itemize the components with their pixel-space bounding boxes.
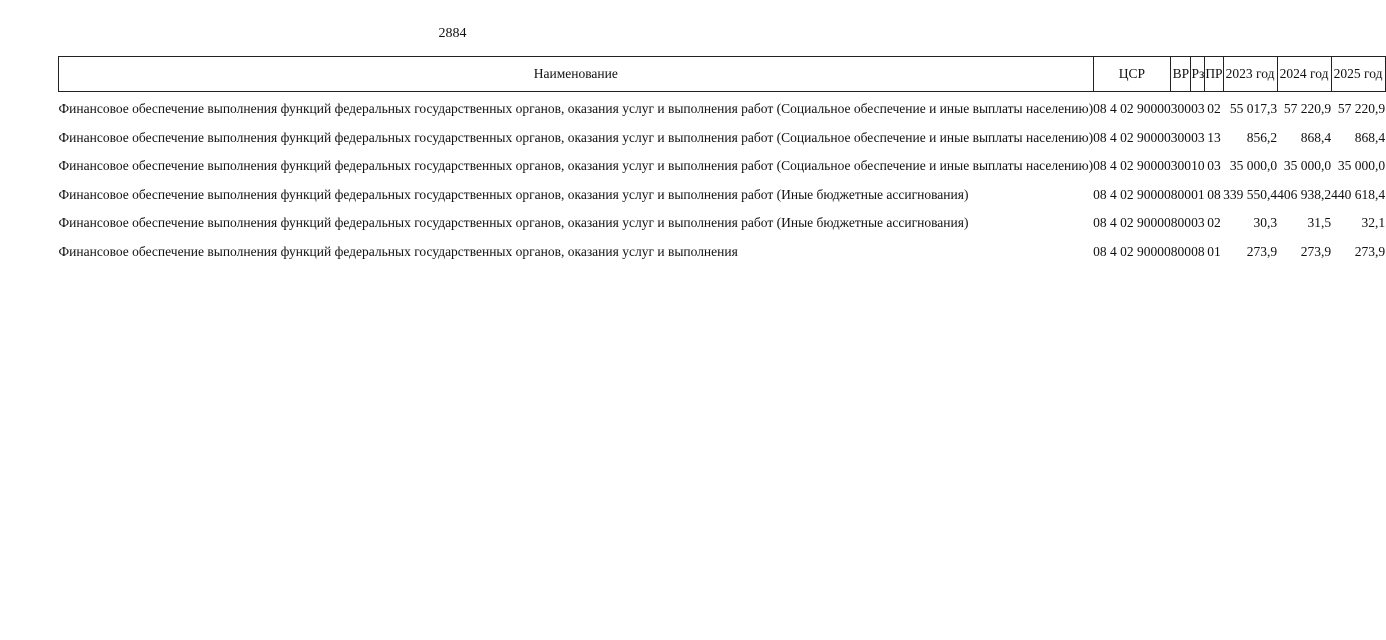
row-vr: 800 [1170,243,1191,259]
row-value-2024: 31,5 [1307,215,1332,230]
row-csr: 08 4 02 90000 [1093,129,1171,145]
row-rz: 03 [1191,215,1205,230]
header-vr: ВР [1171,57,1191,92]
row-name: Финансовое обеспечение выполнения функций федеральных государственных органов, оказания услуг и выполнения работ (Социальное обеспечение и иные выплаты населению) [58,129,1094,145]
row-name: Финансовое обеспечение выполнения функций федеральных государственных органов, оказания услуг и выполнения работ (Социальное обеспечение и иные выплаты населению) [58,158,1094,173]
row-pr: 03 [1207,158,1221,173]
header-name: Наименование [59,57,1094,92]
row-value-2025: 440 618,4 [1331,186,1386,202]
row-rz: 08 [1191,243,1205,259]
table-header-row [59,57,1386,92]
header-2024: 2024 год [1277,57,1331,92]
row-value-2025: 868,4 [1354,129,1386,145]
row-value-2023: 856,2 [1246,129,1278,145]
row-name: Финансовое обеспечение выполнения функций федеральных государственных органов, оказания услуг и выполнения работ (Социальное обеспечение и иные выплаты населению) [58,101,1094,116]
header-2023: 2023 год [1223,57,1277,92]
row-pr: 02 [1207,101,1221,116]
row-vr: 800 [1170,215,1191,230]
table-row [59,178,1386,207]
row-name: Финансовое обеспечение выполнения функций федеральных государственных органов, оказания услуг и выполнения работ (Иные бюджетные ассигнования) [58,186,969,202]
row-value-2023: 55 017,3 [1229,101,1278,116]
row-vr: 800 [1170,186,1191,202]
row-value-2023: 339 550,4 [1223,186,1278,202]
row-value-2023: 273,9 [1246,243,1278,259]
row-rz: 01 [1191,186,1205,202]
row-name: Финансовое обеспечение выполнения функций федеральных государственных органов, оказания услуг и выполнения работ (Иные бюджетные ассигнования) [58,215,969,230]
row-value-2025: 35 000,0 [1337,158,1386,173]
table-row [59,235,1386,264]
row-value-2024: 273,9 [1300,243,1332,259]
row-value-2025: 273,9 [1354,243,1386,259]
row-value-2024: 35 000,0 [1283,158,1332,173]
row-csr: 08 4 02 90000 [1093,101,1171,116]
header-csr: ЦСР [1093,57,1171,92]
row-pr: 08 [1207,186,1221,202]
row-vr: 300 [1170,101,1191,116]
row-rz: 03 [1191,101,1205,116]
row-value-2023: 35 000,0 [1229,158,1278,173]
row-name: Финансовое обеспечение выполнения функций федеральных государственных органов, оказания услуг и выполнения [58,243,738,259]
row-value-2024: 868,4 [1300,129,1332,145]
budget-table [58,56,1386,263]
row-value-2024: 57 220,9 [1283,101,1332,116]
row-value-2023: 30,3 [1253,215,1278,230]
table-row [59,206,1386,235]
table-row [59,149,1386,178]
header-2025: 2025 год [1331,57,1385,92]
row-vr: 300 [1170,129,1191,145]
row-pr: 13 [1207,129,1221,145]
row-csr: 08 4 02 90000 [1093,158,1171,173]
row-rz: 03 [1191,129,1205,145]
row-value-2025: 57 220,9 [1337,101,1386,116]
row-csr: 08 4 02 90000 [1093,186,1171,202]
row-rz: 10 [1191,158,1205,173]
row-pr: 02 [1207,215,1221,230]
header-pr: ПР [1205,57,1223,92]
row-pr: 01 [1207,243,1221,259]
row-vr: 300 [1170,158,1191,173]
row-csr: 08 4 02 90000 [1093,243,1171,259]
table-row [59,92,1386,121]
page-number: 2884 [438,26,467,41]
row-value-2024: 406 938,2 [1277,186,1332,202]
header-rz: Рз [1191,57,1205,92]
row-csr: 08 4 02 90000 [1093,215,1171,230]
table-row [59,121,1386,150]
row-value-2025: 32,1 [1361,215,1386,230]
